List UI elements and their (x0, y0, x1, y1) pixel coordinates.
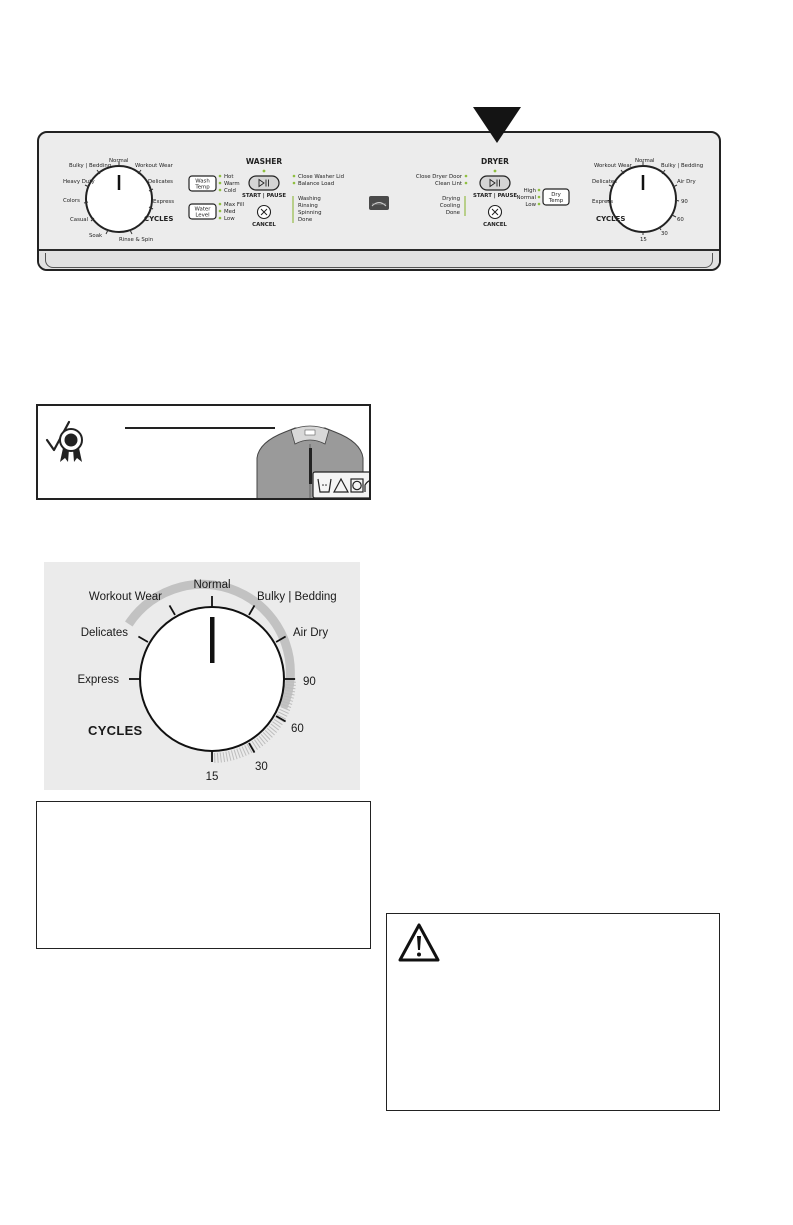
dryer-status-alerts (416, 174, 467, 187)
control-panel-graphics (39, 133, 721, 271)
water-level-options (219, 202, 244, 222)
washer-step: Spinning (298, 210, 322, 216)
control-panel (37, 131, 721, 271)
dryer-title: DRYER (481, 157, 509, 166)
washer-cycles-label: CYCLES (144, 215, 174, 223)
washer-start-pause-button[interactable] (249, 176, 279, 190)
washer-step: Done (298, 217, 313, 223)
dial-label-bulky-bedding: Bulky | Bedding (257, 591, 337, 603)
washer-dial-label: Normal (109, 158, 129, 164)
dryer-mini-label: Express (592, 199, 614, 205)
washer-dial-label: Casual (70, 217, 89, 223)
washer-status-bar (292, 196, 294, 223)
dial-minute-tick (234, 750, 237, 760)
dryer-mini-label: Bulky | Bedding (661, 163, 704, 169)
dial-label-workout-wear: Workout Wear (88, 591, 162, 603)
dryer-mini-label: 15 (640, 237, 647, 243)
shirt-care-label-illustration (247, 418, 371, 500)
dial-label-60: 60 (291, 723, 304, 735)
water-level-label: Level (195, 212, 210, 219)
washer-dial-label: Express (153, 199, 175, 205)
dry-temp-option: High (523, 188, 536, 194)
dryer-mini-label: Normal (635, 158, 655, 164)
dryer-mini-label: 90 (681, 199, 688, 205)
washer-dial-label: Soak (89, 233, 103, 239)
dial-minute-tick (220, 753, 221, 763)
wash-temp-option: Warm (224, 181, 240, 187)
dial-label-delicates: Delicates (80, 627, 128, 639)
dial-label-normal: Normal (193, 579, 231, 591)
dryer-led (494, 170, 497, 173)
dial-label-air-dry: Air Dry (293, 627, 329, 639)
dryer-cycles-label: CYCLES (596, 215, 626, 223)
dial-minute-tick (240, 748, 244, 757)
dryer-mini-label: 60 (677, 217, 684, 223)
tip-box (36, 404, 371, 500)
pointer-arrow-icon (473, 107, 521, 143)
kenmore-logo (369, 196, 389, 210)
note-box (36, 801, 371, 949)
dryer-cycle-dial[interactable] (592, 158, 703, 243)
dryer-start-pause-button[interactable] (480, 176, 510, 190)
dryer-mini-label: Workout Wear (594, 163, 632, 169)
warning-triangle-icon (397, 922, 441, 964)
dial-label-90: 90 (303, 676, 316, 688)
dial-minute-tick (223, 752, 225, 762)
dryer-status-steps (440, 196, 461, 216)
dry-temp-option: Normal (516, 195, 536, 201)
dial-minute-tick (231, 750, 234, 760)
water-level-button[interactable] (189, 204, 216, 219)
washer-step: Rinsing (298, 203, 318, 209)
washer-dial-label: Delicates (148, 179, 173, 185)
dial-minute-tick (226, 752, 228, 762)
dial-cycles-label: CYCLES (88, 723, 143, 738)
dial-label-15: 15 (205, 771, 219, 783)
dryer-status-bar (464, 196, 466, 216)
dry-temp-button[interactable] (543, 189, 569, 205)
dial-minute-tick (237, 749, 240, 758)
dryer-cancel-button[interactable] (489, 206, 502, 219)
dryer-step: Done (445, 210, 460, 216)
dry-temp-options (516, 188, 540, 208)
dryer-cycle-dial-large[interactable] (44, 562, 360, 790)
dial-minute-tick (217, 753, 218, 763)
wash-temp-label: Temp (195, 184, 210, 191)
water-level-label: Water (194, 206, 211, 213)
washer-cycle-dial[interactable] (63, 158, 174, 243)
dryer-alert: Close Dryer Door (415, 174, 462, 180)
washer-led (263, 170, 266, 173)
dryer-alert: Clean Lint (434, 181, 462, 187)
washer-dial-label: Rinse & Spin (119, 237, 154, 243)
award-ribbon-check-icon (43, 418, 89, 464)
water-level-option: Med (224, 209, 236, 215)
washer-cancel-label: CANCEL (252, 222, 276, 228)
dry-temp-option: Low (525, 202, 536, 208)
wash-temp-option: Hot (224, 174, 234, 180)
wash-temp-label: Wash (195, 178, 210, 185)
dryer-dial-illustration (44, 562, 360, 790)
dryer-mini-label: Air Dry (677, 179, 696, 185)
dial-minute-tick (229, 751, 231, 761)
dry-temp-label: Dry (551, 192, 561, 198)
washer-dial-label: Bulky | Bedding (69, 163, 112, 169)
wash-temp-button[interactable] (189, 176, 216, 191)
dryer-step: Drying (442, 196, 460, 202)
washer-dial-label: Workout Wear (135, 163, 173, 169)
washer-dial-label: Heavy Duty (63, 179, 95, 185)
dial-label-express: Express (77, 674, 119, 686)
washer-alert: Close Washer Lid (298, 174, 345, 180)
washer-start-label: START | PAUSE (241, 193, 287, 199)
washer-status-steps (298, 196, 322, 223)
washer-step: Washing (298, 196, 321, 202)
wash-temp-option: Cold (224, 188, 236, 194)
dryer-start-label: START | PAUSE (472, 193, 518, 199)
dial-minute-tick (286, 685, 296, 686)
dryer-step: Cooling (439, 203, 460, 209)
washer-dial-label: Colors (63, 198, 80, 204)
water-level-option: Low (224, 216, 235, 222)
dryer-mini-label: Delicates (592, 179, 617, 185)
dryer-mini-label: 30 (661, 231, 668, 237)
washer-alert: Balance Load (298, 181, 335, 187)
wash-temp-options (219, 174, 240, 194)
dial-label-30: 30 (255, 761, 268, 773)
dry-temp-label: Temp (548, 198, 564, 204)
dial-indicator (210, 617, 215, 663)
dryer-cancel-label: CANCEL (483, 222, 507, 228)
water-level-option: Max Fill (224, 202, 245, 208)
washer-title: WASHER (245, 157, 283, 166)
warning-box (386, 913, 720, 1111)
washer-status-alerts (293, 174, 344, 187)
washer-cancel-button[interactable] (258, 206, 271, 219)
